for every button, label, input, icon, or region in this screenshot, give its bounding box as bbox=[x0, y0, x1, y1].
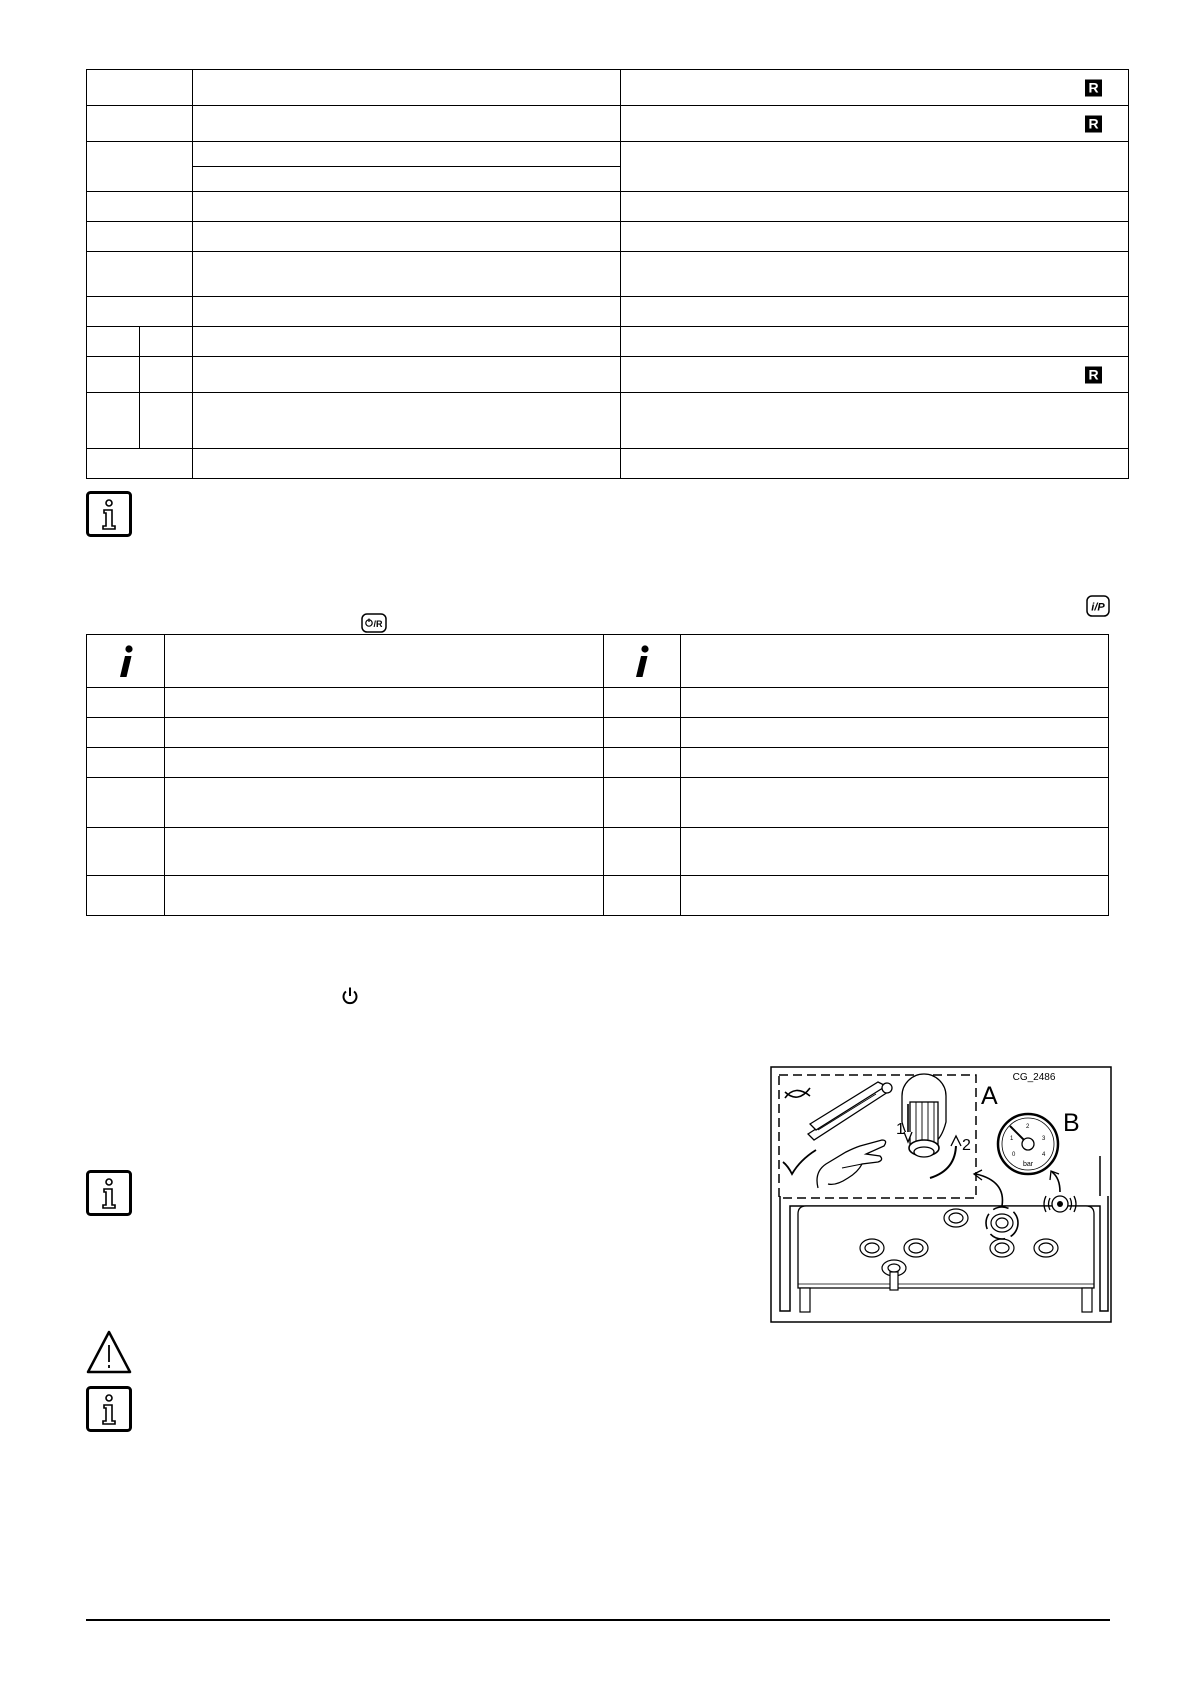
footer-rule bbox=[86, 1619, 1110, 1621]
info-parameters-table bbox=[86, 634, 1109, 916]
table-row bbox=[87, 222, 1129, 252]
info-icon bbox=[86, 491, 132, 537]
filling-tap-figure bbox=[770, 1066, 1112, 1323]
table-row bbox=[87, 778, 1109, 828]
table-row bbox=[87, 106, 1129, 142]
table-row bbox=[87, 718, 1109, 748]
reset-icon: R bbox=[1085, 115, 1102, 132]
figure-label-a: A bbox=[981, 1082, 998, 1110]
reset-icon: R bbox=[1085, 79, 1102, 96]
info-icon bbox=[86, 1170, 132, 1216]
table-row bbox=[87, 828, 1109, 876]
info-icon bbox=[86, 1386, 132, 1432]
fault-code-table bbox=[86, 69, 1129, 479]
table-row bbox=[87, 635, 1109, 688]
figure-code: CG_2486 bbox=[1012, 1072, 1056, 1083]
svg-text:/R: /R bbox=[373, 619, 383, 629]
table-row bbox=[87, 327, 1129, 357]
svg-text:i/P: i/P bbox=[1091, 601, 1105, 614]
table-row bbox=[87, 252, 1129, 297]
power-icon bbox=[341, 986, 359, 1006]
gauge-tick: 2 bbox=[1026, 1124, 1030, 1130]
table-row bbox=[87, 357, 1129, 393]
step-1-label: 1 bbox=[896, 1121, 905, 1138]
figure-label-b: B bbox=[1063, 1109, 1080, 1137]
italic-info-icon bbox=[630, 643, 654, 681]
gauge-unit: bar bbox=[1022, 1161, 1034, 1168]
info-page-button-icon bbox=[1086, 595, 1110, 617]
table-row bbox=[87, 748, 1109, 778]
warning-icon bbox=[86, 1330, 132, 1374]
table-row bbox=[87, 393, 1129, 449]
power-reset-button-icon bbox=[361, 613, 387, 633]
table-row bbox=[87, 142, 1129, 167]
pressure-gauge bbox=[998, 1114, 1058, 1174]
italic-info-icon bbox=[114, 643, 138, 681]
table-row bbox=[87, 876, 1109, 916]
gauge-tick: 0 bbox=[1012, 1152, 1016, 1158]
table-row bbox=[87, 449, 1129, 479]
step-2-label: 2 bbox=[962, 1137, 971, 1154]
table-row bbox=[87, 192, 1129, 222]
reset-icon: R bbox=[1085, 366, 1102, 383]
gauge-tick: 3 bbox=[1042, 1136, 1046, 1142]
table-row bbox=[87, 688, 1109, 718]
table-row bbox=[87, 297, 1129, 327]
gauge-tick: 4 bbox=[1042, 1152, 1046, 1158]
gauge-tick: 1 bbox=[1010, 1136, 1014, 1142]
table-row bbox=[87, 70, 1129, 106]
